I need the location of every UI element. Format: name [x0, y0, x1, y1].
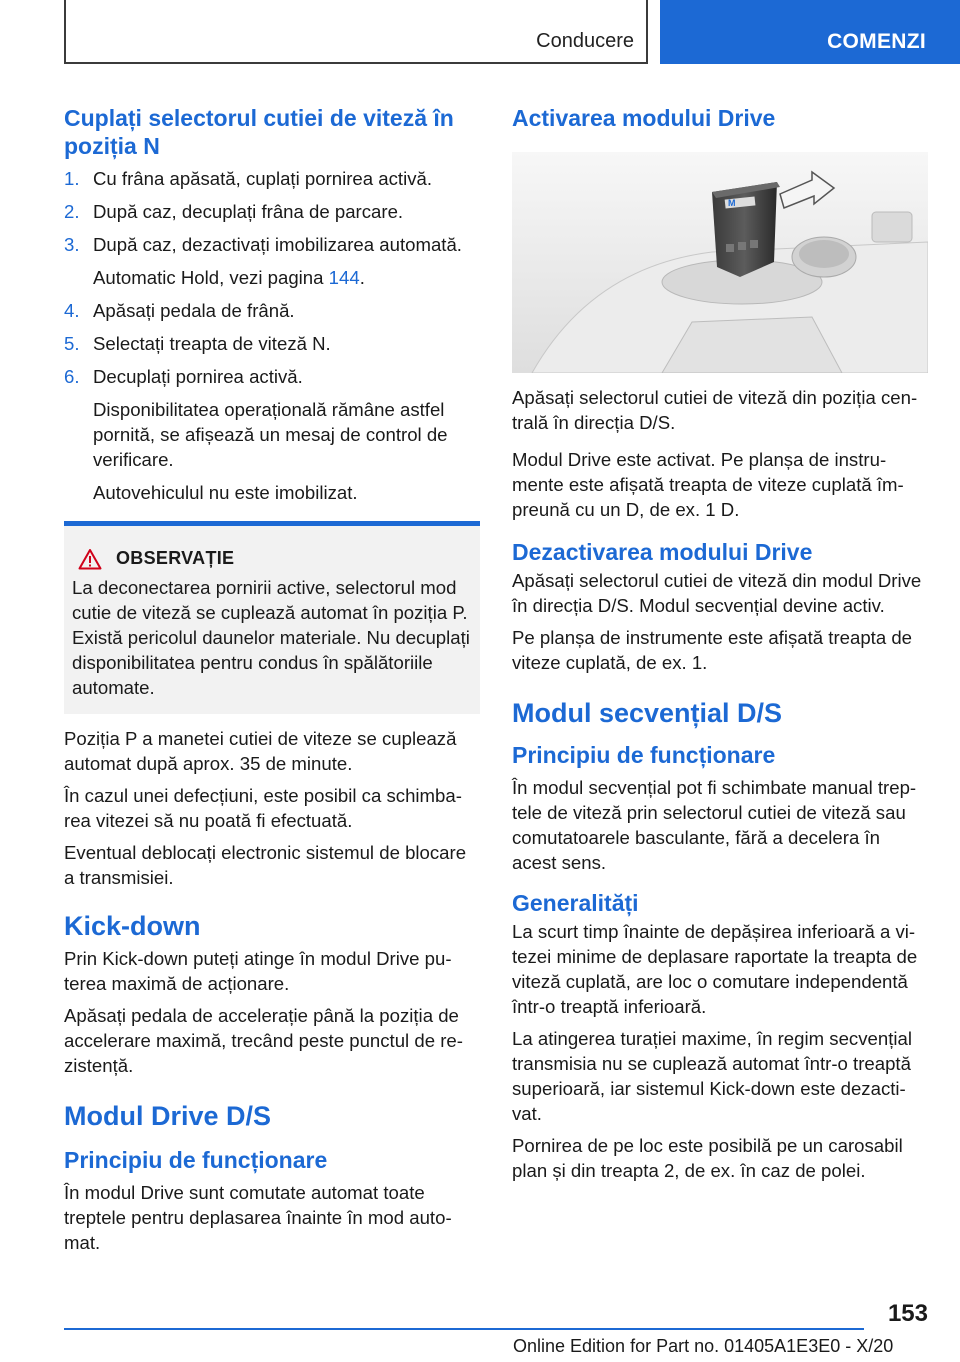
step-number: 4. [64, 300, 80, 321]
step-continuation [64, 265, 480, 290]
step-number: 3. [64, 234, 80, 255]
paragraph: La atingerea turației maxime, în regim secvențial transmisia nu se cuplează automat într-o treaptă superioară, iar sistemul Kick-down este dezactivat. [512, 1028, 912, 1124]
heading-neutral: Cuplați selectorul cutiei de viteză în poziția N [64, 105, 454, 159]
paragraph: În modul secvențial pot fi schimbate manual treptele de viteză prin selectorul cutiei de viteză sau comutatoarele basculante, fără a decelera în acest sens. [512, 777, 917, 873]
continuation-text: Automatic Hold, vezi pagina [93, 267, 329, 288]
warning-title: OBSERVAȚIE [116, 548, 235, 568]
footer-divider [64, 1328, 864, 1330]
edition-note: Online Edition for Part no. 01405A1E3E0 - X/20 [513, 1336, 894, 1356]
heading-general: Generalități [512, 890, 639, 916]
right-column [512, 100, 928, 1190]
heading-drive-mode: Modul Drive D/S [64, 1101, 272, 1131]
heading-kickdown: Kick-down [64, 911, 201, 941]
step-continuation: Autovehiculul nu este imobilizat. [93, 482, 358, 503]
warning-box [64, 521, 480, 714]
warning-text: La deconectarea pornirii active, selectorul mod cutie de viteză se cuplează automat în poziția P. Există pericolul daunelor materiale. Nu decuplați disponibilitatea pentru condus în spălătoriile automate. [72, 577, 470, 698]
subheading-principle: Principiu de funcționare [64, 1147, 328, 1173]
paragraph: Modul Drive este activat. Pe planșa de instrumente este afișată treapta de viteze cuplată împreună cu un D, de ex. 1 D. [512, 449, 904, 520]
step-text: Selectați treapta de viteză N. [93, 333, 331, 354]
step-text: Apăsați pedala de frână. [93, 300, 295, 321]
step-text: După caz, decuplați frâna de parcare. [93, 201, 404, 222]
paragraph: Pe planșa de instrumente este afișată treapta de viteze cuplată, de ex. 1. [512, 627, 913, 673]
chapter-tab[interactable] [660, 0, 960, 64]
list-item [64, 199, 480, 224]
heading-activate-drive: Activarea modului Drive [512, 105, 776, 131]
step-number: 5. [64, 333, 80, 354]
paragraph: Pornirea de pe loc este posibilă pe un carosabil plan și din treapta 2, de ex. în caz de polei. [512, 1135, 903, 1181]
section-title: Conducere [536, 30, 634, 52]
subheading-principle: Principiu de funcționare [512, 742, 776, 768]
list-item [64, 331, 480, 356]
step-text: După caz, dezactivați imobilizarea automată. [93, 234, 462, 255]
photo-logo-text: M [728, 198, 736, 208]
page-link[interactable]: 144 [328, 267, 360, 288]
steps-list-b [64, 298, 480, 389]
list-item [64, 298, 480, 323]
step-continuation: Disponibilitatea operațională rămâne astfel pornită, se afișează un mesaj de control de verificare. [93, 399, 448, 470]
left-column [64, 100, 480, 1262]
paragraph: Poziția P a manetei cutiei de viteze se cuplează automat după aprox. 35 de minute. [64, 728, 457, 774]
paragraph: În cazul unei defecțiuni, este posibil ca schimbarea vitezei să nu poată fi efectuată. [64, 785, 462, 831]
paragraph: Eventual deblocați electronic sistemul de blocare a transmisiei. [64, 842, 467, 888]
list-item [64, 166, 480, 191]
paragraph: Apăsați pedala de accelerație până la poziția de accelerare maximă, trecând peste punctul de rezistență. [64, 1005, 463, 1076]
heading-sequential-mode: Modul secvențial D/S [512, 698, 783, 728]
paragraph: Prin Kick-down puteți atinge în modul Drive puterea maximă de acționare. [64, 948, 452, 994]
gear-selector-photo [512, 152, 928, 373]
step-text: Cu frâna apăsată, cuplați pornirea activă. [93, 168, 433, 189]
paragraph: În modul Drive sunt comutate automat toate treptele pentru deplasarea înainte în mod automat. [64, 1182, 452, 1253]
paragraph: Apăsați selectorul cutiei de viteză din poziția centrală în direcția D/S. [512, 387, 918, 433]
paragraph: Apăsați selectorul cutiei de viteză din modul Drive în direcția D/S. Modul secvențial devine activ. [512, 570, 922, 616]
list-item [64, 232, 480, 257]
steps-list-a [64, 166, 480, 257]
warning-triangle-icon [78, 548, 102, 570]
paragraph: La scurt timp înainte de depășirea inferioară a vitezei minime de deplasare raportate la treapta de viteză cuplată, are loc o comutare independentă într-o treaptă inferioară. [512, 921, 918, 1017]
heading-deactivate-drive: Dezactivarea modului Drive [512, 539, 813, 565]
list-item [64, 364, 480, 389]
step-text: Decuplați pornirea activă. [93, 366, 303, 387]
continuation-end: . [359, 267, 365, 288]
page-number: 153 [887, 1300, 928, 1327]
step-number: 6. [64, 366, 80, 387]
step-number: 1. [64, 168, 80, 189]
warning-header [72, 546, 472, 571]
chapter-tab-label: COMENZI [827, 30, 926, 53]
step-number: 2. [64, 201, 80, 222]
header-section-box [64, 0, 648, 64]
